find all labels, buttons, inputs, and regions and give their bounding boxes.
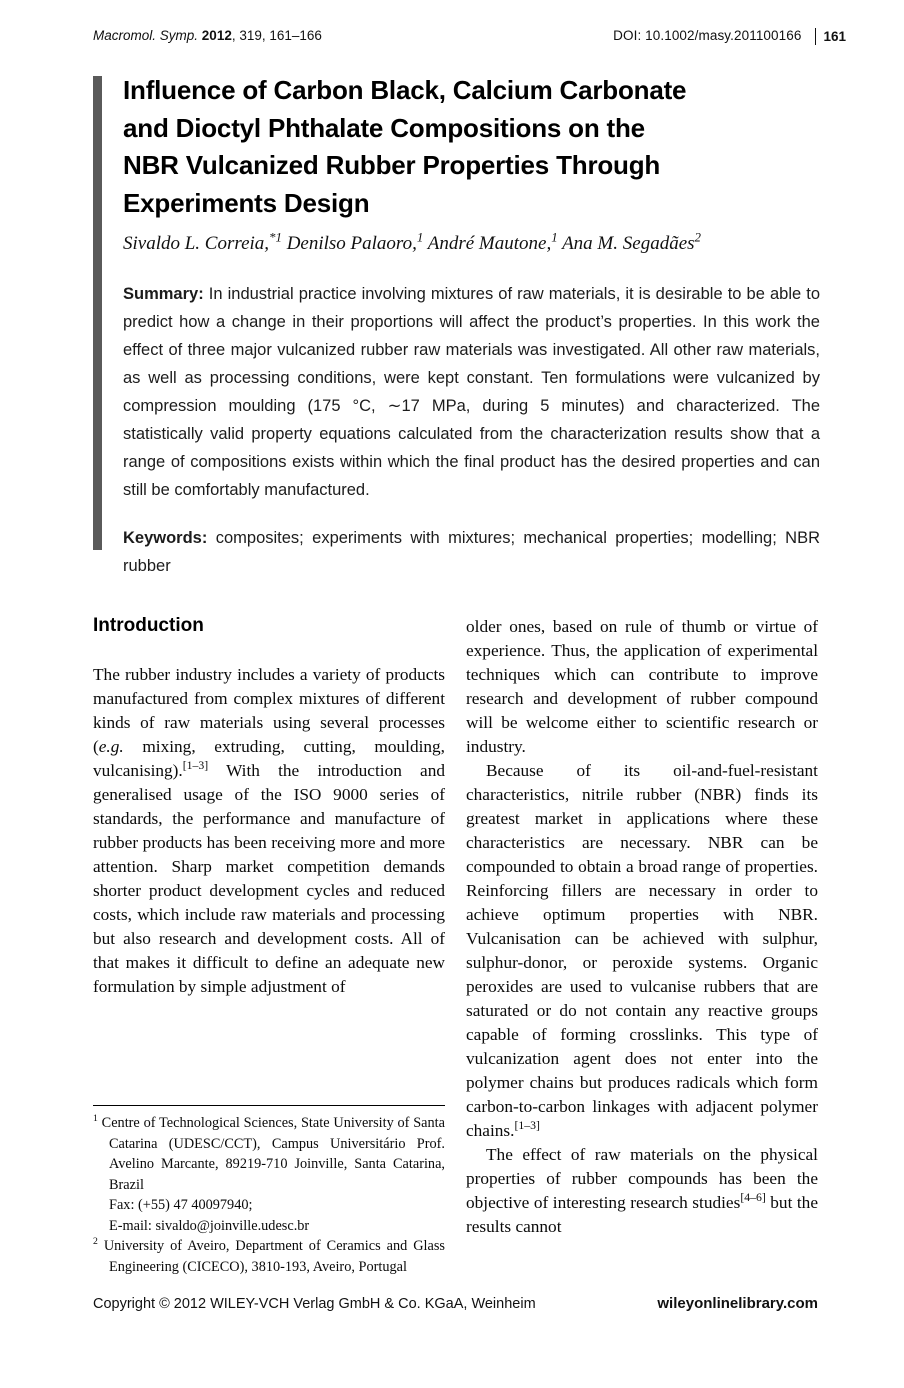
- keywords-label: Keywords:: [123, 529, 208, 547]
- author-affiliation-marker: *1: [269, 229, 282, 245]
- journal-issue-pages: , 319, 161–166: [231, 28, 322, 43]
- doi-text: DOI: 10.1002/masy.201100166: [613, 28, 802, 43]
- intro-left-text: [93, 663, 445, 999]
- footnote-1-email: E-mail: sivaldo@joinville.udesc.br: [109, 1217, 310, 1234]
- header-right: [613, 28, 846, 45]
- latin-abbreviation: e.g.: [98, 737, 124, 756]
- body-columns: [93, 615, 818, 1277]
- intro-paragraph-4: [466, 1143, 818, 1239]
- author-affiliation-marker: 1: [551, 229, 558, 245]
- intro-paragraph-2: older ones, based on rule of thumb or virtue of experience. Thus, the application of experimental techniques which can contribute to improve research and development of rubber compound will be welcome either to scientific research or industry.: [466, 617, 818, 756]
- page-footer: [93, 1295, 818, 1312]
- intro-right-text: [466, 615, 818, 1239]
- title-line-4: Experiments Design: [123, 187, 370, 218]
- publisher-website: wileyonlinelibrary.com: [657, 1295, 818, 1312]
- paragraph-text: Because of its oil-and-fuel-resistant characteristics, nitrile rubber (NBR) finds its greatest market in applications where these characteristics are necessary. NBR can be compounded to obtain a broad range of properties. Reinforcing fillers are necessary in order to achieve optimum properties with NBR. Vulcanisation can be achieved with sulphur, sulphur-donor, or peroxide systems. Organic peroxides are used to vulcanise rubbers that are saturated or do not contain any reactive groups capable of forming crosslinks. This type of vulcanization agent does not enter into the polymer chains but produces radicals which form carbon-to-carbon linkages with adjacent polymer chains.: [466, 761, 818, 1140]
- reference-marker: [1–3]: [182, 759, 209, 773]
- intro-paragraph-3: [466, 759, 818, 1143]
- summary-paragraph: [123, 280, 820, 504]
- keywords-text: composites; experiments with mixtures; mechanical properties; modelling; NBR rubber: [123, 529, 820, 575]
- paragraph-text: The effect of raw materials on the physical properties of rubber compounds has been the objective of interesting research studies: [466, 1145, 818, 1212]
- paragraph-text: mixing, extruding, cutting, moulding, vulcanising).: [93, 737, 445, 780]
- running-head: [93, 28, 846, 45]
- paragraph-text: but the results cannot: [466, 1193, 818, 1236]
- right-column: [466, 615, 818, 1277]
- journal-year: 2012: [201, 28, 232, 43]
- title-accent-bar: [93, 76, 102, 550]
- intro-paragraph-1: [93, 663, 445, 999]
- author-affiliation-marker: 2: [694, 229, 701, 245]
- copyright-text: Copyright © 2012 WILEY-VCH Verlag GmbH & Co. KGaA, Weinheim: [93, 1296, 536, 1312]
- reference-marker: [4–6]: [740, 1191, 766, 1205]
- title-line-3: NBR Vulcanized Rubber Properties Through: [123, 150, 661, 180]
- paragraph-text: With the introduction and generalised usage of the ISO 9000 series of standards, the performance and manufacture of rubber products has been receiving more and more attention. Sharp market competition demands shorter product development cycles and reduced costs, which include raw materials and processing but also research and development costs. All of that makes it difficult to define an adequate new formulation by simple adjustment of: [93, 761, 445, 996]
- journal-name: Macromol. Symp.: [93, 28, 199, 43]
- authors-line: [123, 229, 823, 255]
- author-name: Sivaldo L. Correia,: [123, 233, 270, 254]
- footnote-2: [93, 1236, 445, 1277]
- footnote-divider: [93, 1105, 445, 1106]
- left-column: [93, 615, 445, 1277]
- footnote-marker: 2: [93, 1236, 98, 1248]
- author-affiliation-marker: 1: [416, 229, 424, 245]
- footnote-2-address: [93, 1236, 445, 1277]
- footnote-text: University of Aveiro, Department of Ceramics and Glass Engineering (CICECO), 3810-193, Aveiro, Portugal: [97, 1238, 445, 1275]
- author-name: Ana M. Segadães: [557, 233, 695, 254]
- reference-marker: [1–3]: [514, 1119, 540, 1133]
- article-title: [123, 72, 823, 222]
- footnote-text: Centre of Technological Sciences, State University of Santa Catarina (UDESC/CCT), Campus Universitário Prof. Avelino Marcante, 89219-710 Joinville, Santa Catarina, Brazil: [97, 1115, 445, 1193]
- footnotes-block: [93, 1105, 445, 1277]
- summary-label: Summary:: [123, 285, 204, 303]
- title-line-1: Influence of Carbon Black, Calcium Carbonate: [123, 75, 687, 105]
- footnote-marker: 1: [93, 1113, 98, 1125]
- summary-text: In industrial practice involving mixtures of raw materials, it is desirable to be able to predict how a change in their proportions will affect the product’s properties. In this work the effect of three major vulcanized rubber raw materials was investigated. All other raw materials, as well as processing conditions, were kept constant. Ten formulations were vulcanized by compression moulding (175 °C, ∼17 MPa, during 5 minutes) and characterized. The statistically valid property equations calculated from the characterization results show that a range of compositions exists within which the final product has the desired properties and can still be comfortably manufactured.: [123, 285, 820, 499]
- author-name: Denilso Palaoro,: [281, 233, 417, 254]
- footnote-1-fax: Fax: (+55) 47 40097940;: [109, 1197, 253, 1213]
- paragraph-text: The rubber industry includes a variety of products manufactured from complex mixtures of different kinds of raw materials using several processes (: [93, 665, 445, 756]
- author-name: André Mautone,: [423, 233, 552, 254]
- title-line-2: and Dioctyl Phthalate Compositions on the: [123, 112, 645, 143]
- footnote-1: [93, 1113, 445, 1236]
- section-heading-introduction: Introduction: [93, 615, 204, 636]
- journal-citation: [93, 28, 322, 43]
- keywords-paragraph: [123, 524, 820, 580]
- footnote-1-address: [93, 1113, 445, 1195]
- page-number: 161: [815, 28, 846, 45]
